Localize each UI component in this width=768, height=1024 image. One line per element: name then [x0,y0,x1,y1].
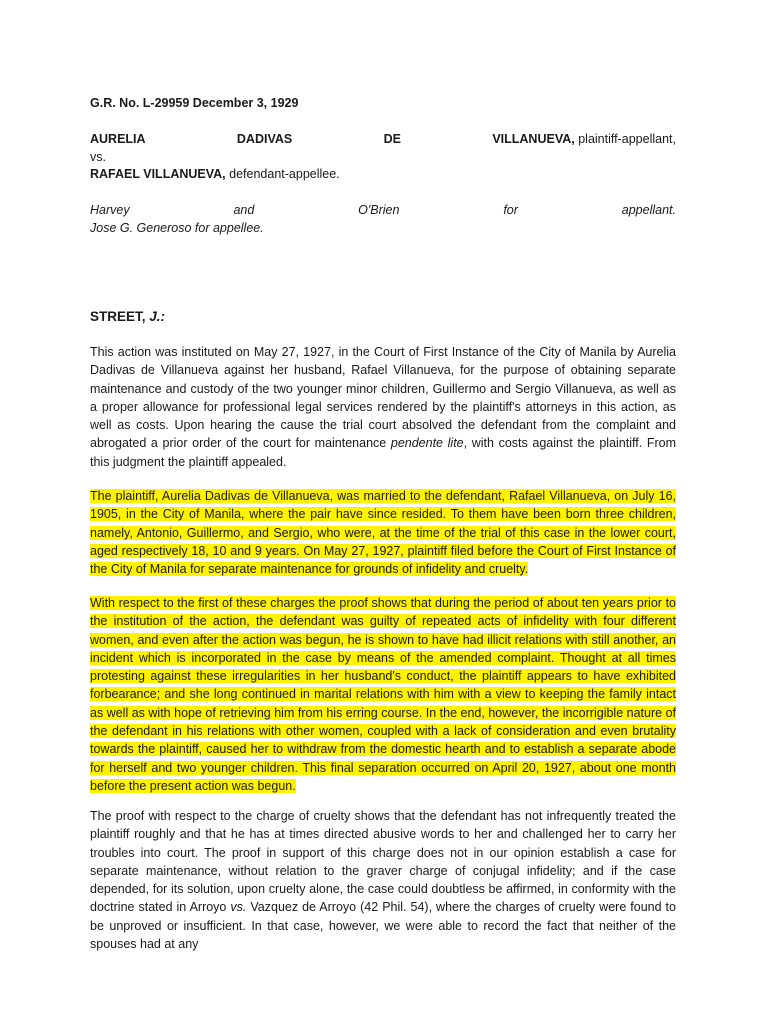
highlighted-text: The plaintiff, Aurelia Dadivas de Villanueva, was married to the defendant, Rafael Villanueva, on July 16, 1905, in the City of Manila, where the pair have since resided. To them have been born three children, namely, Antonio, Guillermo, and Sergio, who were, at the time of the trial of this case in the lower court, aged respectively 18, 10 and 9 years. On May 27, 1927, plaintiff filed before the Court of First Instance of the City of Manila for separate maintenance for grounds of infidelity and cruelty. [90,489,676,577]
paragraph-text: , with costs against the plaintiff. From this judgment the plaintiff appealed. [90,436,676,469]
abbrev-vs: vs. [230,900,247,915]
counsel-word: for [503,203,518,217]
plaintiff-word: VILLANUEVA, [492,132,575,146]
counsel-word: appellant. [621,203,676,217]
defendant-name: RAFAEL VILLANUEVA, [90,167,226,181]
counsel-word: O'Brien [358,203,400,217]
paragraph-text: Vazquez de Arroyo (42 Phil. 54), where the charges of cruelty were found to be unproved or insufficient. In that case, however, we were able to record the fact that neither of the spouses had at any [90,900,676,952]
plaintiff-line [90,132,676,146]
paragraph-2 [90,487,676,578]
latin-term: pendente lite [390,436,464,451]
opinion-author [90,309,165,324]
paragraph-3 [90,594,676,795]
plaintiff-name-role [492,132,676,146]
versus: vs. [90,150,106,164]
counsel-word: and [233,203,255,217]
case-number: G.R. No. L-29959 December 3, 1929 [90,96,299,110]
author-title: J.: [149,309,166,324]
paragraph-text: This action was instituted on May 27, 1927, in the Court of First Instance of the City of Manila by Aurelia Dadivas de Villanueva against her husband, Rafael Villanueva, for the purpose of obtaining separate maintenance and custody of the two younger minor children, Guillermo and Sergio Villanueva, as well as a proper allowance for professional legal services rendered by the plaintiff's attorneys in this action, as well as costs. Upon hearing the cause the trial court absolved the defendant from the complaint and abrogated a prior order of the court for maintenance [90,345,676,451]
defendant-role: defendant-appellee. [229,167,340,181]
plaintiff-word: DE [383,132,401,146]
paragraph-text: The proof with respect to the charge of cruelty shows that the defendant has not infrequently treated the plaintiff roughly and that he has at times directed abusive words to her and challenged her to carry her troubles into court. The proof in support of this charge does not in our opinion establish a case for separate maintenance, without relation to the graver charge of conjugal infidelity; and if the case depended, for its solution, upon cruelty alone, the case could doubtless be affirmed, in conformity with the doctrine stated in Arroyo [90,809,676,915]
paragraph-1 [90,343,676,471]
defendant-line [90,167,340,181]
paragraph-4 [90,807,676,953]
appellee-counsel: Jose G. Generoso for appellee. [90,221,264,235]
counsel-word: Harvey [90,203,130,217]
appellant-counsel-line [90,203,676,217]
author-name: STREET, [90,309,150,324]
plaintiff-word: AURELIA [90,132,146,146]
plaintiff-word: DADIVAS [236,132,293,146]
highlighted-text: With respect to the first of these charges the proof shows that during the period of about ten years prior to the institution of the action, the defendant was guilty of repeated acts of infidelity with four different women, and even after the action was begun, he is shown to have had illicit relations with still another, an incident which is incorporated in the case by means of the amended complaint. Thought at all times protesting against these irregularities in her husband's conduct, the plaintiff appears to have exhibited forbearance; and she long continued in marital relations with him with a view to keeping the family intact as well as with hope of retrieving him from his erring course. In the end, however, the incorrigible nature of the defendant in his relations with other women, coupled with a lack of consideration and even brutality towards the plaintiff, caused her to withdraw from the domestic hearth and to establish a separate abode for herself and two younger children. This final separation occurred on April 20, 1927, about one month before the present action was begun. [90,596,676,793]
plaintiff-role: plaintiff-appellant, [578,132,676,146]
